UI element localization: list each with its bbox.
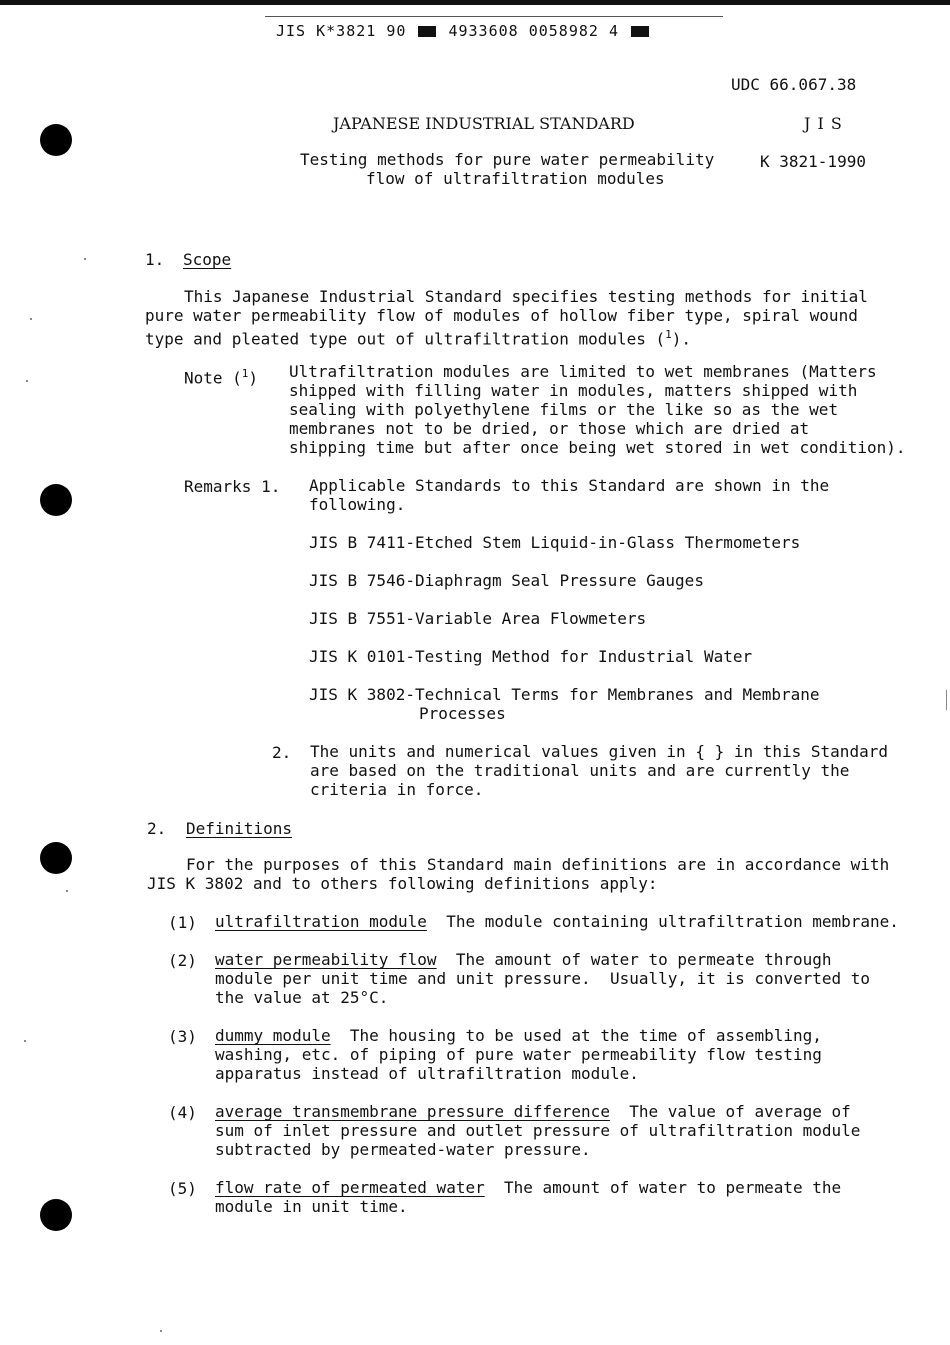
udc-code: UDC 66.067.38 — [731, 75, 857, 94]
definition-term: water permeability flow — [215, 950, 437, 969]
definition-term: dummy module — [215, 1026, 331, 1045]
definition-term-water-permeability-flow — [215, 950, 832, 969]
standard-ref: JIS B 7551-Variable Area Flowmeters — [309, 609, 647, 628]
header-rule — [265, 16, 723, 17]
definition-text: apparatus instead of ultrafiltration module. — [215, 1064, 639, 1083]
doc-title-line1: Testing methods for pure water permeability — [300, 150, 715, 169]
definitions-intro-line1: For the purposes of this Standard main definitions are in accordance with — [186, 855, 890, 874]
section2-number: 2. — [147, 819, 167, 838]
standard-ref: JIS K 3802-Technical Terms for Membranes and Membrane — [309, 685, 820, 704]
scope-line3 — [145, 325, 691, 348]
speck — [26, 380, 28, 382]
remarks2-line3: criteria in force. — [310, 780, 484, 799]
definition-text: subtracted by permeated-water pressure. — [215, 1140, 591, 1159]
standard-number: K 3821-1990 — [760, 152, 866, 171]
standard-ref-cont: Processes — [419, 704, 506, 723]
speck — [30, 318, 32, 320]
definition-text: washing, etc. of piping of pure water permeability flow testing — [215, 1045, 822, 1064]
definition-number: (1) — [168, 913, 197, 932]
definition-term-dummy-module — [215, 1026, 822, 1045]
margin-mark — [946, 690, 947, 710]
scope-line2: pure water permeability flow of modules of hollow fiber type, spiral wound — [145, 306, 858, 325]
scan-code-left: JIS K*3821 90 — [276, 22, 407, 40]
speck — [24, 1040, 26, 1042]
definition-term-flow-rate-of-permeated-water — [215, 1178, 841, 1197]
definition-number: (2) — [168, 951, 197, 970]
speck — [84, 258, 86, 260]
remarks1-line2: following. — [309, 495, 406, 514]
definition-text: module in unit time. — [215, 1197, 408, 1216]
remarks2-line2: are based on the traditional units and are currently the — [310, 761, 850, 780]
speck — [160, 1330, 162, 1332]
section2-heading: Definitions — [186, 819, 292, 838]
standard-ref: JIS K 0101-Testing Method for Industrial Water — [309, 647, 753, 666]
standard-ref: JIS B 7411-Etched Stem Liquid-in-Glass Thermometers — [309, 533, 801, 552]
remarks2-number: 2. — [272, 743, 292, 762]
definition-term: flow rate of permeated water — [215, 1178, 485, 1197]
definition-text: module per unit time and unit pressure. Usually, it is converted to — [215, 969, 871, 988]
remarks1-line1: Applicable Standards to this Standard are shown in the — [309, 476, 830, 495]
section1-number: 1. — [145, 250, 165, 269]
note-line1: Ultrafiltration modules are limited to wet membranes (Matters — [289, 362, 877, 381]
speck — [66, 890, 68, 892]
remarks-label: Remarks 1. — [184, 477, 281, 496]
note-line4: membranes not to be dried, or those which are dried at — [289, 419, 810, 438]
definition-text: The module containing ultrafiltration membrane. — [426, 912, 899, 931]
section1-heading: Scope — [183, 250, 232, 269]
definition-term: average transmembrane pressure difference — [215, 1102, 610, 1121]
definition-text: The housing to be used at the time of assembling, — [330, 1026, 822, 1045]
scan-code-mid: 4933608 0058982 4 — [448, 22, 619, 40]
definitions-intro-line2: JIS K 3802 and to others following definitions apply: — [147, 874, 658, 893]
redaction-block-icon — [418, 26, 436, 37]
jis-label: J I S — [804, 114, 843, 133]
note-label-close: ) — [248, 368, 259, 388]
definition-text: The amount of water to permeate the — [484, 1178, 842, 1197]
punch-hole-icon — [40, 842, 72, 874]
definition-term-average-transmembrane-pressure-difference — [215, 1102, 851, 1121]
punch-hole-icon — [40, 124, 72, 156]
scope-line1: This Japanese Industrial Standard specifies testing methods for initial — [184, 287, 868, 306]
definition-text: sum of inlet pressure and outlet pressure of ultrafiltration module — [215, 1121, 861, 1140]
note-line3: sealing with polyethylene films or the like so as the wet — [289, 400, 839, 419]
doc-title-line2: flow of ultrafiltration modules — [366, 169, 665, 188]
footnote-ref: 1 — [665, 328, 672, 341]
punch-hole-icon — [40, 1199, 72, 1231]
note-line2: shipped with filling water in modules, matters shipped with — [289, 381, 858, 400]
note-sup: 1 — [241, 367, 249, 380]
redaction-block-icon — [631, 26, 649, 37]
standard-ref: JIS B 7546-Diaphragm Seal Pressure Gauges — [309, 571, 704, 590]
definition-number: (4) — [168, 1103, 197, 1122]
note-label-text: Note ( — [184, 368, 242, 388]
definition-text: The value of average of — [609, 1102, 851, 1121]
scan-header-code — [276, 22, 651, 40]
definition-text: the value at 25°C. — [215, 988, 389, 1007]
definition-number: (3) — [168, 1027, 197, 1046]
remarks2-line1: The units and numerical values given in { } in this Standard — [310, 742, 888, 761]
definition-number: (5) — [168, 1179, 197, 1198]
org-title: JAPANESE INDUSTRIAL STANDARD — [333, 114, 635, 133]
note-line5: shipping time but after once being wet stored in wet condition). — [289, 438, 906, 457]
punch-hole-icon — [40, 484, 72, 516]
definition-term: ultrafiltration module — [215, 912, 427, 931]
scope-line3-text: type and pleated type out of ultrafiltration modules ( — [145, 329, 666, 349]
definition-text: The amount of water to permeate through — [436, 950, 832, 969]
scope-line3-end: ). — [671, 329, 692, 349]
definition-term-ultrafiltration-module — [215, 912, 899, 931]
scan-top-edge — [0, 0, 950, 5]
note-label — [184, 364, 258, 387]
